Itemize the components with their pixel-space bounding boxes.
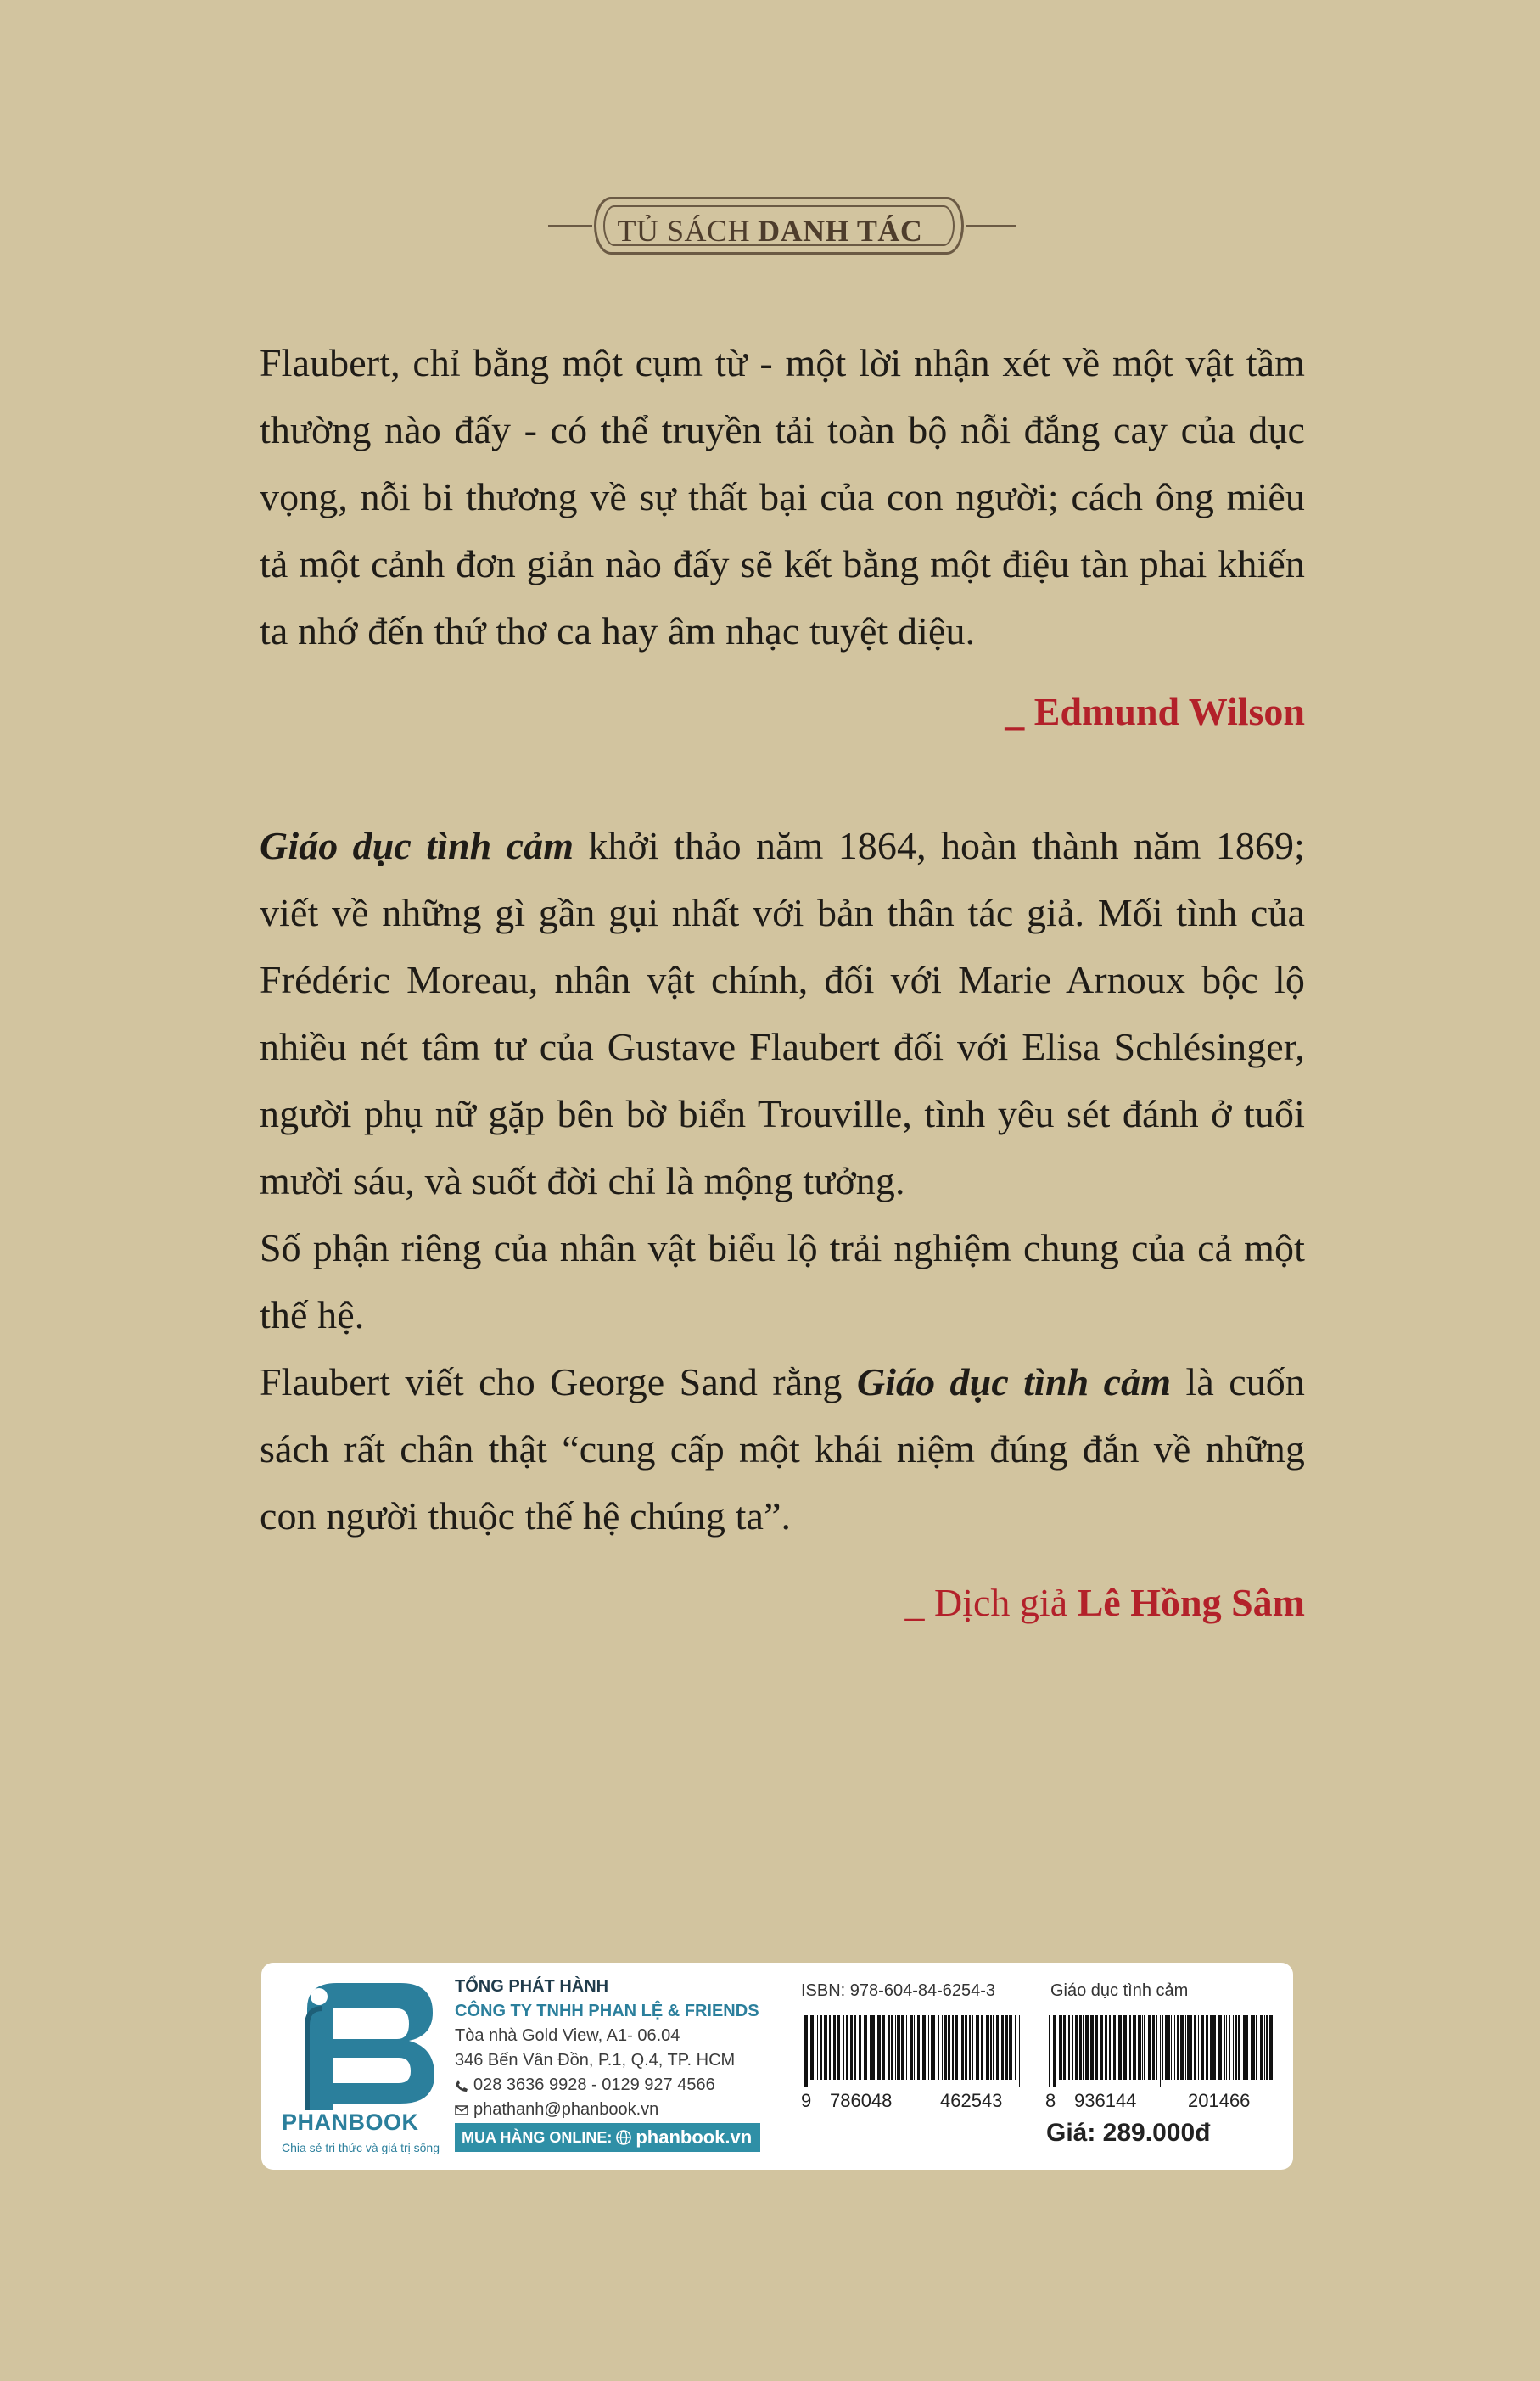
barcode-bar — [1269, 2015, 1273, 2080]
barcode-bar — [1079, 2015, 1082, 2080]
barcode-bar — [1190, 2015, 1192, 2080]
barcode-bar — [864, 2015, 867, 2080]
barcode-bar — [888, 2015, 890, 2080]
barcode-bar — [1187, 2015, 1190, 2080]
barcode-bar — [891, 2015, 893, 2080]
barcode-bar — [897, 2015, 900, 2080]
barcode-bar — [1243, 2015, 1246, 2080]
barcode-bar — [965, 2015, 967, 2080]
barcode-bar — [906, 2015, 907, 2080]
distributor-heading: TỔNG PHÁT HÀNH — [455, 1977, 609, 1996]
barcode-bar — [1142, 2015, 1143, 2080]
company-name: CÔNG TY TNHH PHAN LỆ & FRIENDS — [455, 2002, 759, 2020]
barcode-bar — [1068, 2015, 1070, 2080]
book-title-small: Giáo dục tình cảm — [1050, 1981, 1189, 2000]
barcode-bar — [1072, 2015, 1073, 2080]
book-title-inline: Giáo dục tình cảm — [260, 824, 574, 867]
barcode-bar — [932, 2015, 935, 2080]
barcode2-digits-right: 201466 — [1188, 2090, 1251, 2111]
barcode-bar — [1156, 2015, 1157, 2080]
barcode-bar — [1201, 2015, 1204, 2080]
barcode-bar — [922, 2015, 926, 2080]
barcode-bar — [993, 2015, 994, 2080]
barcode-bar — [1109, 2015, 1111, 2080]
barcode-bar — [952, 2015, 954, 2080]
barcode-bar — [1185, 2015, 1186, 2080]
barcode-bar — [1229, 2015, 1230, 2080]
barcode-bar — [1049, 2015, 1050, 2087]
barcode-bar — [1212, 2015, 1216, 2080]
barcode-bar — [942, 2015, 943, 2080]
barcode-bar — [1238, 2015, 1240, 2080]
barcode-bar — [1019, 2015, 1020, 2087]
barcode-bar — [938, 2015, 939, 2080]
phone-icon — [455, 2079, 468, 2092]
barcode-bar — [1005, 2015, 1008, 2080]
phanbook-logo-mark — [273, 1975, 450, 2110]
barcode-bar — [895, 2015, 896, 2080]
address-line-2: 346 Bến Vân Đồn, P.1, Q.4, TP. HCM — [455, 2051, 736, 2070]
series-banner — [0, 197, 1540, 265]
barcode-bar — [944, 2015, 947, 2080]
barcode-bar — [1001, 2015, 1004, 2080]
barcode-bar — [955, 2015, 958, 2080]
barcode-bar — [1198, 2015, 1199, 2080]
email-row — [455, 2098, 760, 2122]
barcode-bar — [1266, 2015, 1268, 2080]
barcode-bar — [996, 2015, 999, 2080]
description-p1-text: khởi thảo năm 1864, hoàn thành năm 1869; viết về những gì gần gụi nhất với bản thân tác giả. Mối tình của Frédéric Moreau, nhân vật chính, đối với Marie Arnoux bộc lộ nhiều nét tâm tư của Gustave Flaubert đối với Elisa Schlésinger, người phụ nữ gặp bên bờ biển Trouville, tình yêu sét đánh ở tuổi mười sáu, và suốt đời chỉ là mộng tưởng. — [260, 824, 1306, 1202]
description-paragraph-1 — [260, 812, 1305, 1214]
barcode-bar — [871, 2015, 875, 2080]
barcode-bar — [976, 2015, 979, 2080]
description-p3-text: là cuốn sách rất chân thật “cung cấp một khái niệm đúng đắn về những con người thuộc thế hệ chúng ta”. — [260, 1360, 1306, 1538]
publisher-info — [455, 1975, 760, 2122]
barcode-bar — [1113, 2015, 1116, 2080]
barcode-bar — [1251, 2015, 1252, 2080]
barcode-bar — [986, 2015, 989, 2080]
barcode-bar — [877, 2015, 881, 2080]
series-label — [0, 197, 1540, 265]
barcode-bar — [1233, 2015, 1234, 2080]
phanbook-logo — [273, 1975, 450, 2154]
barcode-bar — [850, 2015, 853, 2080]
quote-attribution: _ Edmund Wilson — [1005, 690, 1305, 733]
barcode-bar — [1152, 2015, 1155, 2080]
barcode-bar — [1059, 2015, 1061, 2080]
barcode-bar — [870, 2015, 871, 2080]
barcode-bar — [1174, 2015, 1175, 2080]
publisher-panel — [261, 1963, 1293, 2170]
barcode-bar — [1226, 2015, 1227, 2080]
barcode-bar — [1264, 2015, 1265, 2080]
barcode-bar — [1162, 2015, 1163, 2080]
barcode2-digits-left: 936144 — [1074, 2090, 1137, 2111]
barcode-bar — [1160, 2015, 1161, 2087]
barcode-bar — [972, 2015, 973, 2080]
email-address: phathanh@phanbook.vn — [473, 2100, 659, 2119]
barcode-bar — [820, 2015, 822, 2080]
barcode-bar — [1171, 2015, 1172, 2080]
barcode-bar — [1123, 2015, 1127, 2080]
book-title-inline: Giáo dục tình cảm — [856, 1360, 1172, 1403]
barcode-bar — [1105, 2015, 1107, 2080]
barcode-bar — [1224, 2015, 1225, 2080]
barcode-bar — [1194, 2015, 1196, 2080]
barcode-bar — [1100, 2015, 1103, 2080]
phone-number: 028 3636 9928 - 0129 927 4566 — [473, 2076, 715, 2094]
series-prefix: TỦ SÁCH — [617, 214, 751, 248]
barcode-bar — [948, 2015, 950, 2080]
globe-icon — [615, 2129, 632, 2146]
envelope-icon — [455, 2104, 468, 2117]
quote-text: Flaubert, chỉ bằng một cụm từ - một lời nhận xét về một vật tầm thường nào đấy - có thể truyền tải toàn bộ nỗi đắng cay của dục vọng, nỗi bi thương về sự thất bại của con người; cách ông miêu tả một cảnh đơn giản nào đấy sẽ kết bằng một điệu tàn phai khiến ta nhớ đến thứ thơ ca hay âm nhạc tuyệt diệu. — [260, 341, 1305, 653]
barcode1-digits-right: 462543 — [940, 2090, 1003, 2111]
translator-attribution — [905, 1580, 1306, 1625]
barcode-bar — [1138, 2015, 1141, 2080]
barcode-bar — [1053, 2015, 1056, 2087]
barcode-bar — [1144, 2015, 1145, 2080]
barcode-bar — [1063, 2015, 1066, 2080]
barcode-bar — [961, 2015, 964, 2080]
barcode-bar — [917, 2015, 920, 2080]
barcode-bar — [833, 2015, 836, 2080]
barcode-bar — [829, 2015, 831, 2080]
barcode-bar — [1083, 2015, 1084, 2080]
barcode1-digits-left: 786048 — [830, 2090, 893, 2111]
barcode-bar — [1218, 2015, 1222, 2080]
barcode-bar — [1095, 2015, 1098, 2080]
barcode2-digit-lead: 8 — [1045, 2090, 1056, 2111]
barcode-bar — [1148, 2015, 1151, 2080]
barcode-bar — [804, 2015, 808, 2087]
description-paragraph-2: Số phận riêng của nhân vật biểu lộ trải nghiệm chung của cả một thế hệ. — [260, 1226, 1305, 1336]
isbn-barcode — [799, 2015, 1028, 2087]
critic-quote — [260, 329, 1305, 664]
barcode-bar — [1090, 2015, 1094, 2080]
barcode-bar — [837, 2015, 840, 2080]
barcode-bar — [859, 2015, 861, 2080]
series-name: DANH TÁC — [758, 214, 923, 248]
barcode-bar — [931, 2015, 932, 2080]
barcode-bar — [1246, 2015, 1248, 2080]
phone-row — [455, 2073, 760, 2098]
buy-online-bar[interactable] — [455, 2123, 760, 2152]
buy-online-url[interactable]: phanbook.vn — [636, 2126, 753, 2148]
buy-online-label: MUA HÀNG ONLINE: — [462, 2128, 613, 2146]
address-line-1: Tòa nhà Gold View, A1- 06.04 — [455, 2026, 680, 2045]
book-description — [260, 812, 1305, 1549]
barcode-bar — [990, 2015, 992, 2080]
barcode-bar — [1177, 2015, 1179, 2080]
barcode-bar — [928, 2015, 929, 2080]
barcode-bar — [1085, 2015, 1089, 2080]
barcode-bar — [1118, 2015, 1122, 2080]
barcode-bar — [1206, 2015, 1208, 2080]
barcode-bar — [914, 2015, 915, 2080]
barcode-bar — [854, 2015, 856, 2080]
barcode-bar — [843, 2015, 844, 2080]
barcode-bar — [1235, 2015, 1237, 2080]
barcode-bar — [1075, 2015, 1078, 2080]
barcode-bar — [824, 2015, 827, 2080]
logo-tagline: Chia sẻ tri thức và giá trị sống — [282, 2141, 440, 2154]
barcode-bar — [1256, 2015, 1257, 2080]
ean-barcode — [1044, 2015, 1280, 2087]
description-paragraph-3 — [260, 1348, 1305, 1549]
barcode-bar — [1129, 2015, 1131, 2080]
barcode-bar — [1009, 2015, 1012, 2080]
logo-brand: PHANBOOK — [282, 2109, 419, 2135]
barcode-bar — [1015, 2015, 1016, 2080]
barcode-bar — [1210, 2015, 1212, 2080]
barcode-bar — [817, 2015, 818, 2080]
isbn-label: ISBN: 978-604-84-6254-3 — [801, 1981, 996, 2000]
barcode-bar — [1180, 2015, 1184, 2080]
barcode-bar — [969, 2015, 971, 2080]
barcode-bar — [882, 2015, 885, 2080]
barcode-bar — [1260, 2015, 1263, 2080]
barcode1-digit-lead: 9 — [801, 2090, 812, 2111]
translator-name: Lê Hồng Sâm — [1077, 1581, 1305, 1624]
barcode-bar — [846, 2015, 848, 2080]
barcode-bar — [1168, 2015, 1170, 2080]
description-p3-lead: Flaubert viết cho George Sand rằng — [260, 1360, 857, 1403]
barcode-bar — [1165, 2015, 1168, 2080]
translator-prefix: _ Dịch giả — [904, 1581, 1068, 1624]
barcode-bar — [981, 2015, 983, 2080]
barcode-bar — [910, 2015, 913, 2080]
price-label: Giá: 289.000đ — [1046, 2119, 1211, 2147]
barcode-bar — [1252, 2015, 1255, 2080]
barcode-bar — [1061, 2015, 1062, 2080]
barcode-bar — [810, 2015, 814, 2080]
barcode-bar — [901, 2015, 904, 2080]
barcode-bar — [1133, 2015, 1136, 2080]
